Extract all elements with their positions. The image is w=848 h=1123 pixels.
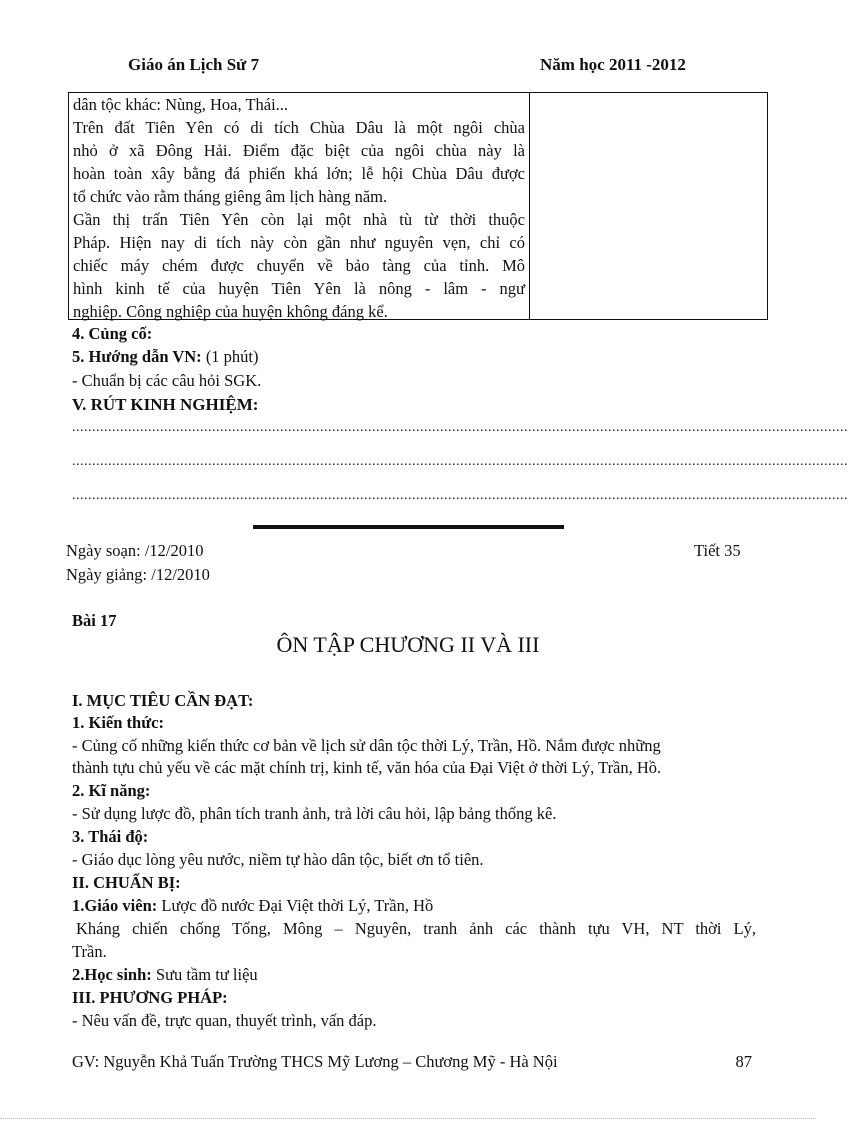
table-line: nhỏ ở xã Đông Hải. Điểm đặc biệt của ngôi chùa này là <box>73 141 525 160</box>
table-line: tổ chức vào rằm tháng giêng âm lịch hàng năm. <box>73 187 388 206</box>
heading-ki-nang: 2. Kĩ năng: <box>72 781 151 800</box>
content-table <box>68 92 768 320</box>
text-hoc-sinh <box>72 964 756 985</box>
table-line: Trên đất Tiên Yên có di tích Chùa Dâu là một ngôi chùa <box>73 118 525 137</box>
heading-kien-thuc: 1. Kiến thức: <box>72 713 164 732</box>
table-line: hoàn toàn xây bằng đá phiến khá lớn; lễ hội Chùa Dâu được <box>73 164 525 183</box>
text-kien-thuc-1: - Củng cố những kiến thức cơ bản về lịch sử dân tộc thời Lý, Trần, Hồ. Nắm được những <box>72 736 661 755</box>
heading-thai-do: 3. Thái độ: <box>72 827 149 846</box>
section-huong-dan <box>72 346 259 368</box>
table-line: Pháp. Hiện nay di tích này còn gần như nguyên vẹn, chỉ có <box>73 233 525 252</box>
heading-chuan-bi: II. CHUẨN BỊ: <box>72 873 181 892</box>
section-huong-dan-label: 5. Hướng dẫn VN: <box>72 347 202 366</box>
table-line: nghiệp. Công nghiệp của huyện không đáng kể. <box>73 302 388 321</box>
dotted-line: .................................................................................................................................................................................................. <box>72 488 848 503</box>
page-footer <box>72 1052 752 1072</box>
header-title: Giáo án Lịch Sử 7 <box>128 55 260 74</box>
heading-phuong-phap: III. PHƯƠNG PHÁP: <box>72 988 228 1007</box>
hoc-sinh-label: 2.Học sinh: <box>72 965 152 984</box>
header-school-year: Năm học 2011 -2012 <box>540 55 686 74</box>
section-huong-dan-time: (1 phút) <box>201 347 259 366</box>
lesson-period: Tiết 35 <box>694 541 741 560</box>
table-column-divider <box>529 93 530 319</box>
table-line: Gần thị trấn Tiên Yên còn lại một nhà tù từ thời thuộc <box>73 210 525 229</box>
section-divider <box>253 525 564 529</box>
dotted-line: .................................................................................................................................................................................................. <box>72 454 848 469</box>
date-giang: Ngày giảng: /12/2010 <box>66 565 210 584</box>
page-bottom-edge <box>0 1118 816 1119</box>
text-kien-thuc-2: thành tựu chủ yếu về các mặt chính trị, kinh tế, văn hóa của Đại Việt ở thời Lý, Trần, Hồ. <box>72 758 662 777</box>
lesson-title: ÔN TẬP CHƯƠNG II VÀ III <box>276 632 540 657</box>
table-cell-text <box>73 93 525 323</box>
lesson-number: Bài 17 <box>72 611 117 630</box>
table-line: hình kinh tế của huyện Tiên Yên là nông - lâm - ngư <box>73 279 525 298</box>
hoc-sinh-text: Sưu tầm tư liệu <box>151 965 258 984</box>
heading-muc-tieu: I. MỤC TIÊU CẦN ĐẠT: <box>72 691 254 710</box>
section-rut-kinh-nghiem: V. RÚT KINH NGHIỆM: <box>72 395 259 414</box>
text-giao-vien <box>72 895 756 916</box>
section-huong-dan-item: - Chuẩn bị các câu hỏi SGK. <box>72 371 262 390</box>
table-line: chiếc máy chém được chuyển về bảo tàng của tỉnh. Mô <box>73 256 525 275</box>
text-giao-vien-2: Kháng chiến chống Tống, Mông – Nguyên, tranh ảnh các thành tựu VH, NT thời Lý, <box>76 919 756 938</box>
text-giao-vien-3: Trần. <box>72 942 107 961</box>
dotted-line: .................................................................................................................................................................................................. <box>72 420 848 435</box>
giao-vien-label: 1.Giáo viên: <box>72 896 158 915</box>
footer-author: GV: Nguyễn Khả Tuấn Trường THCS Mỹ Lương – Chương Mỹ - Hà Nội <box>72 1052 558 1071</box>
text-phuong-phap: - Nêu vấn đề, trực quan, thuyết trình, vấn đáp. <box>72 1011 377 1030</box>
text-ki-nang: - Sử dụng lược đồ, phân tích tranh ảnh, trả lời câu hỏi, lập bảng thống kê. <box>72 804 557 823</box>
giao-vien-text: Lược đồ nước Đại Việt thời Lý, Trần, Hồ <box>157 896 434 915</box>
date-soan: Ngày soạn: /12/2010 <box>66 541 204 560</box>
page-number: 87 <box>735 1052 752 1071</box>
section-cung-co: 4. Củng cố: <box>72 324 153 343</box>
table-line: dân tộc khác: Nùng, Hoa, Thái... <box>73 95 289 114</box>
text-thai-do: - Giáo dục lòng yêu nước, niềm tự hào dân tộc, biết ơn tổ tiên. <box>72 850 484 869</box>
